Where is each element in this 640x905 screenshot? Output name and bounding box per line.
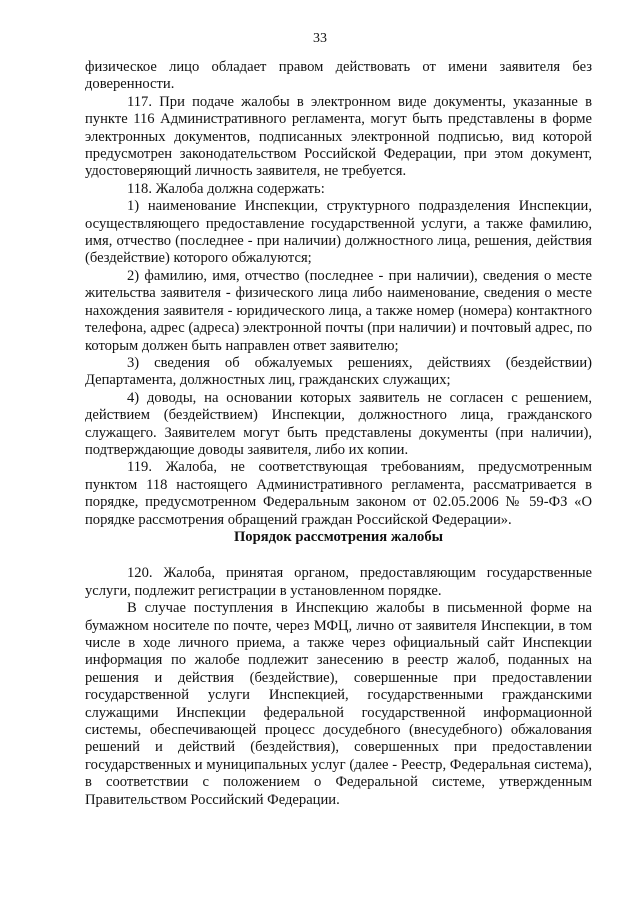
list-item-3: 3) сведения об обжалуемых решениях, действиях (бездействии) Департамента, должностных лиц, гражданских служащих; (85, 354, 592, 389)
paragraph-120-continued: В случае поступления в Инспекцию жалобы в письменной форме на бумажном носителе по почте, через МФЦ, лично от заявителя Инспекции, в том числе в ходе личного приема, а также через официальный сайт Инспекции информация по жалобе подлежит занесению в реестр жалоб, поданных на решения и действия (бездействие), совершенные при предоставлении государственной услуги Инспекцией, государственными гражданскими служащими Инспекции федеральной государственной информационной системы, обеспечивающей процесс досудебного (внесудебного) обжалования решений и действий (бездействия), совершенных при предоставлении государственных и муниципальных услуг (далее - Реестр, Федеральная система), в соответствии с положением о Федеральной системе, утвержденным Правительством Российский Федерации. (85, 600, 592, 808)
section-heading: Порядок рассмотрения жалобы (233, 528, 444, 545)
paragraph-120: 120. Жалоба, принятая органом, предоставляющим государственные услуги, подлежит регистрации в установленном порядке. (85, 565, 592, 599)
paragraph-continuation: физическое лицо обладает правом действовать от имени заявителя без доверенности. (85, 59, 592, 93)
paragraph-119: 119. Жалоба, не соответствующая требованиям, предусмотренным пунктом 118 настоящего Административного регламента, рассматривается в порядке, предусмотренном Федеральным законом от 02.05.2006 № 59-ФЗ «О порядке рассмотрения обращений граждан Российской Федерации». (85, 459, 592, 528)
list-item-2: 2) фамилию, имя, отчество (последнее - при наличии), сведения о месте жительства заявителя - физического лица либо наименование, сведения о месте нахождения заявителя - юридического лица, а также номер (номера) контактного телефона, адрес (адреса) электронной почты (при наличии) и почтовый адрес, по которым должен быть направлен ответ заявителю; (85, 267, 592, 354)
paragraph-118: 118. Жалоба должна содержать: (127, 180, 325, 197)
page-number: 33 (313, 31, 327, 46)
paragraph-117: 117. При подаче жалобы в электронном виде документы, указанные в пункте 116 Административного регламента, могут быть представлены в форме электронных документов, подписанных электронной подписью, вид которой предусмотрен законодательством Российской Федерации, при этом документ, удостоверяющий личность заявителя, не требуется. (85, 93, 592, 180)
document-body (85, 59, 592, 809)
spacer (85, 546, 592, 565)
list-item-4: 4) доводы, на основании которых заявитель не согласен с решением, действием (бездействием) Инспекции, должностного лица, гражданского служащего. Заявителем могут быть представлены документы (при наличии), подтверждающие доводы заявителя, либо их копии. (85, 389, 592, 458)
list-item-1: 1) наименование Инспекции, структурного подразделения Инспекции, осуществляющего предоставление государственной услуги, а также фамилию, имя, отчество (последнее - при наличии) должностного лица, решения, действия (бездействие) которого обжалуются; (85, 198, 592, 267)
